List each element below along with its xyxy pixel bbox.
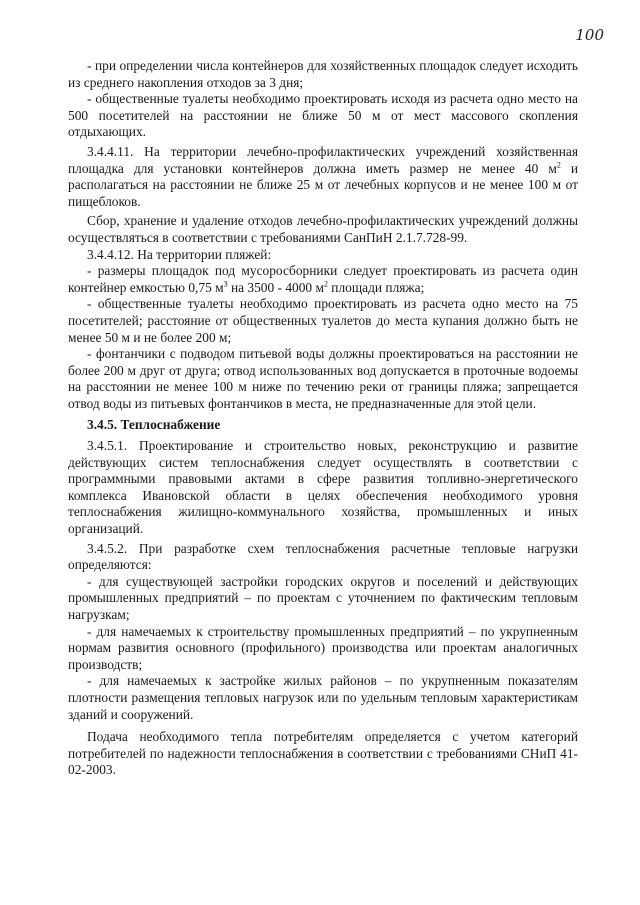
paragraph-3-4-4-11 — [68, 144, 578, 210]
document-body — [68, 58, 578, 779]
paragraph-residential-planned: - для намечаемых к застройке жилых районов – по укрупненным показателям плотности размещения тепловых нагрузок или по удельным тепловым характеристикам зданий и сооружений. — [68, 673, 578, 722]
paragraph-existing-buildings: - для существующей застройки городских округов и поселений и действующих промышленных предприятий – по проектам с уточнением по фактическим тепловым нагрузкам; — [68, 573, 578, 622]
superscript: 2 — [556, 160, 561, 170]
paragraph-heat-supply: Подача необходимого тепла потребителям определяется с учетом категорий потребителей по надежности теплоснабжения в соответствии с требованиями СНиП 41-02-2003. — [68, 729, 578, 778]
paragraph-3-4-4-12: 3.4.4.12. На территории пляжей: — [87, 246, 272, 262]
text-fragment: - размеры площадок под мусоросборники следует проектировать из расчета один контейнер емкостью 0,75 м — [68, 263, 578, 295]
superscript: 2 — [323, 279, 328, 289]
text-fragment: 3.4.4.11. На территории лечебно-профилактических учреждений хозяйственная площадка для установки контейнеров должна иметь размер не менее 40 м — [68, 143, 578, 176]
paragraph-3-4-5-2: 3.4.5.2. При разработке схем теплоснабжения расчетные тепловые нагрузки определяются: — [68, 540, 578, 573]
text-fragment: на 3500 - 4000 м — [227, 279, 324, 295]
text-fragment: площади пляжа; — [327, 279, 425, 295]
text-fragment: и располагаться на расстоянии не ближе 25 м от лечебных корпусов и не менее 100 м от пищеблоков. — [68, 160, 579, 209]
page-number: 100 — [575, 26, 604, 44]
superscript: 3 — [223, 279, 228, 289]
paragraph-beach-containers — [68, 263, 578, 296]
paragraph-medical-waste: Сбор, хранение и удаление отходов лечебно-профилактических учреждений должны осуществляться в соответствии с требованиями СанПиН 2.1.7.728-99. — [68, 213, 578, 245]
paragraph-public-toilets: - общественные туалеты необходимо проектировать исходя из расчета одно место на 500 посетителей на расстоянии не ближе 50 м от мест массового скопления отдыхающих. — [68, 91, 578, 140]
section-heading: 3.4.5. Теплоснабжение — [87, 417, 221, 433]
paragraph-industrial-planned: - для намечаемых к строительству промышленных предприятий – по укрупненным нормам развития основного (профильного) производства или проектам аналогичных производств; — [68, 623, 578, 672]
paragraph-3-4-5-1: 3.4.5.1. Проектирование и строительство новых, реконструкцию и развитие действующих систем теплоснабжения следует осуществлять в соответствии с программными правовыми актами в сфере развития топливно-энергетического комплекса Ивановской области в целях обеспечения необходимого уровня теплоснабжения жилищно-коммунального хозяйства, промышленных и иных организаций. — [68, 438, 578, 537]
paragraph-beach-toilets: - общественные туалеты необходимо проектировать из расчета одно место на 75 посетителей; расстояние от общественных туалетов до места купания должно быть не менее 50 м и не более 200 м; — [68, 296, 578, 345]
paragraph-containers-calc: - при определении числа контейнеров для хозяйственных площадок следует исходить из среднего накопления отходов за 3 дня; — [68, 58, 578, 90]
paragraph-fountains: - фонтанчики с подводом питьевой воды должны проектироваться на расстоянии не более 200 м друг от друга; отвод использованных вод допускается в проточные водоемы на расстоянии не менее 100 м ниже по течению реки от границы пляжа; запрещается отвод воды из питьевых фонтанчиков в места, не предназначенные для этой цели. — [68, 346, 578, 411]
